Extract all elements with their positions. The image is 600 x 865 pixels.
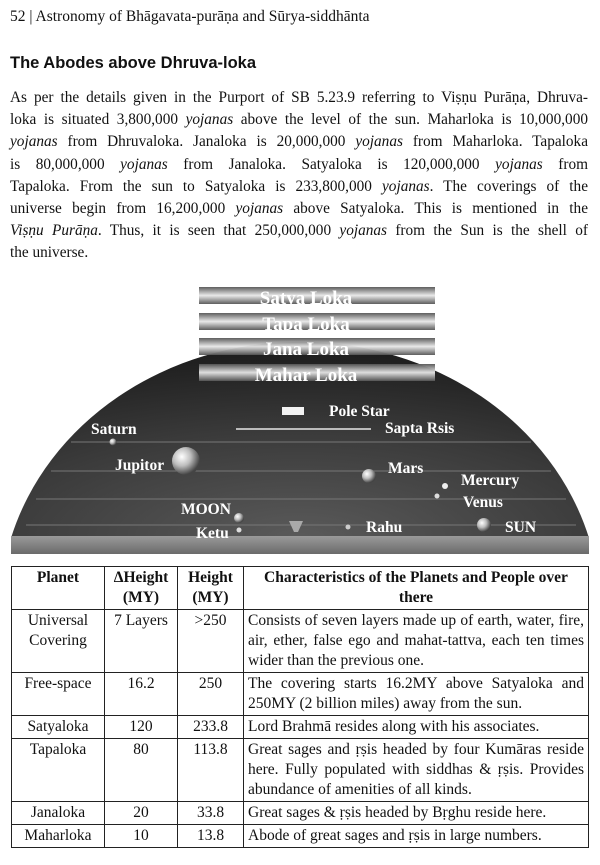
cell-height: 233.8 bbox=[178, 716, 244, 739]
header-planet: Planet bbox=[12, 567, 105, 610]
cell-delta-height: 20 bbox=[105, 802, 178, 825]
abodes-diagram bbox=[11, 270, 589, 554]
page-number: 52 bbox=[10, 8, 26, 25]
table-row bbox=[12, 610, 589, 673]
venus-icon bbox=[435, 494, 440, 499]
paragraph-line: the universe. bbox=[10, 244, 89, 262]
mars-icon bbox=[362, 469, 376, 483]
mahar-loka-label: Mahar Loka bbox=[254, 365, 358, 386]
rahu-icon bbox=[346, 525, 351, 530]
jupitor-icon bbox=[172, 447, 200, 475]
table-row bbox=[12, 673, 589, 716]
section-title: The Abodes above Dhruva-loka bbox=[10, 54, 257, 72]
cell-height: 33.8 bbox=[178, 802, 244, 825]
paragraph-line: Tapaloka. From the sun to Satyaloka is 233,800,000 yojanas. The coverings of the bbox=[10, 177, 588, 195]
cell-delta-height: 120 bbox=[105, 716, 178, 739]
sun-label: SUN bbox=[505, 519, 537, 536]
header-delta-height: ΔHeight (MY) bbox=[105, 567, 178, 610]
paragraph-line: Viṣṇu Purāṇa. Thus, it is seen that 250,000,000 yojanas from the Sun is the shell of bbox=[10, 222, 588, 240]
saturn-icon bbox=[110, 439, 117, 446]
cell-description: Great sages and ṛṣis headed by four Kumāras reside here. Fully populated with siddhas & ṛṣis. Provides abundance of amenities of all kinds. bbox=[244, 739, 589, 802]
cell-planet: Janaloka bbox=[12, 802, 105, 825]
sun-icon bbox=[477, 518, 491, 532]
table-row bbox=[12, 739, 589, 802]
pole-star-label: Pole Star bbox=[329, 403, 390, 420]
cell-delta-height: 80 bbox=[105, 739, 178, 802]
jana-loka-label: Jana Loka bbox=[262, 339, 350, 360]
mercury-label: Mercury bbox=[461, 472, 520, 489]
paragraph-line: As per the details given in the Purport of SB 5.23.9 referring to Viṣṇu Purāṇa, Dhruva- bbox=[10, 89, 588, 106]
sapta-rsis-label: Sapta Rsis bbox=[385, 420, 455, 437]
cell-description: Consists of seven layers made up of earth, water, fire, air, ether, false ego and mahat-tattva, each ten times wider than the previous one. bbox=[244, 610, 589, 673]
cell-planet: Maharloka bbox=[12, 825, 105, 848]
planet-table bbox=[11, 566, 589, 848]
cell-planet: Universal Covering bbox=[12, 610, 105, 673]
dome-floor bbox=[11, 536, 589, 554]
paragraph-line: loka is situated 3,800,000 yojanas above the level of the sun. Maharloka is 10,000,000 bbox=[10, 111, 588, 129]
cell-height: 13.8 bbox=[178, 825, 244, 848]
paragraph-line: is 80,000,000 yojanas from Janaloka. Satyaloka is 120,000,000 yojanas from bbox=[10, 155, 589, 173]
cell-delta-height: 7 Layers bbox=[105, 610, 178, 673]
book-title: Astronomy of Bhāgavata-purāṇa and Sūrya-siddhānta bbox=[35, 8, 370, 25]
cell-description: The covering starts 16.2MY above Satyaloka and 250MY (2 billion miles) away from the sun. bbox=[244, 673, 589, 716]
moon-icon bbox=[234, 513, 244, 523]
tapa-loka-label: Tapa Loka bbox=[262, 314, 350, 335]
cell-planet: Free-space bbox=[12, 673, 105, 716]
pole-star-icon bbox=[282, 407, 304, 415]
table-row bbox=[12, 716, 589, 739]
moon-label: MOON bbox=[181, 501, 231, 518]
mercury-icon bbox=[442, 483, 448, 489]
cell-delta-height: 10 bbox=[105, 825, 178, 848]
saturn-label: Saturn bbox=[91, 421, 137, 438]
page-header bbox=[10, 8, 370, 26]
cell-height: 250 bbox=[178, 673, 244, 716]
cell-delta-height: 16.2 bbox=[105, 673, 178, 716]
mars-label: Mars bbox=[388, 460, 424, 477]
cell-height: >250 bbox=[178, 610, 244, 673]
cell-description: Lord Brahmā resides along with his associates. bbox=[244, 716, 589, 739]
table-header-row bbox=[12, 567, 589, 610]
paragraph-line: universe begin from 16,200,000 yojanas above Satyaloka. This is mentioned in the bbox=[10, 199, 588, 217]
ketu-label: Ketu bbox=[196, 525, 229, 542]
ketu-icon bbox=[237, 528, 242, 533]
venus-label: Venus bbox=[463, 494, 503, 511]
paragraph-line: yojanas from Dhruvaloka. Janaloka is 20,000,000 yojanas from Maharloka. Tapaloka bbox=[10, 133, 588, 151]
rahu-label: Rahu bbox=[366, 519, 403, 536]
cell-description: Abode of great sages and ṛṣis in large numbers. bbox=[244, 825, 589, 848]
table-row bbox=[12, 825, 589, 848]
satya-loka-label: Satya Loka bbox=[259, 288, 353, 309]
body-paragraph bbox=[10, 87, 588, 265]
cell-planet: Satyaloka bbox=[12, 716, 105, 739]
cell-description: Great sages & ṛṣis headed by Bṛghu reside here. bbox=[244, 802, 589, 825]
cell-height: 113.8 bbox=[178, 739, 244, 802]
header-height: Height (MY) bbox=[178, 567, 244, 610]
header-characteristics: Characteristics of the Planets and People over there bbox=[244, 567, 589, 610]
table-row bbox=[12, 802, 589, 825]
header-separator: | bbox=[29, 8, 33, 25]
jupitor-label: Jupitor bbox=[115, 457, 165, 474]
cell-planet: Tapaloka bbox=[12, 739, 105, 802]
